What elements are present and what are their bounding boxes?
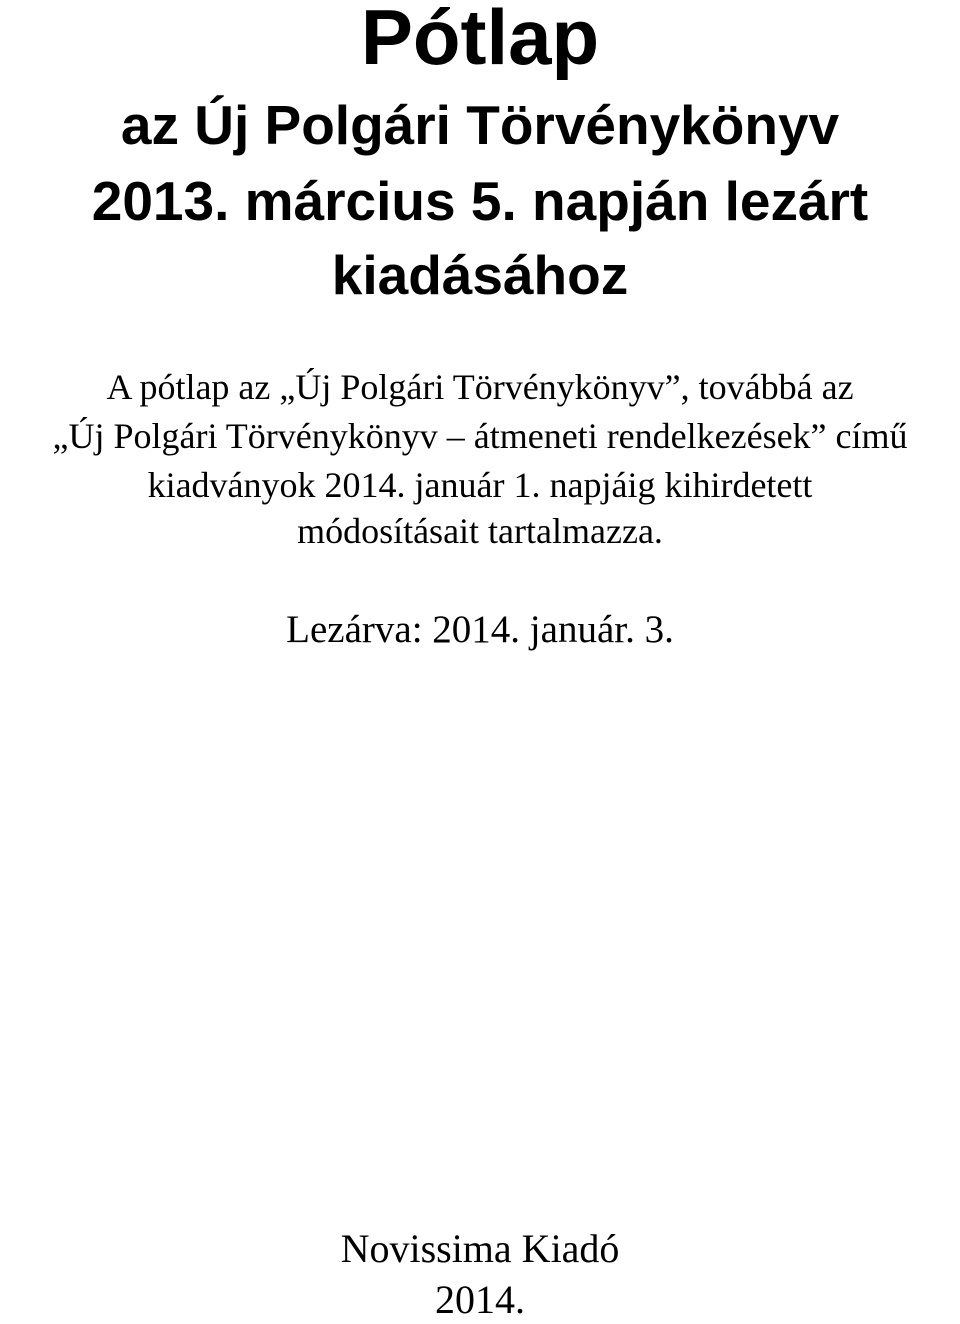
subtitle-line: az Új Polgári Törvénykönyv [120, 94, 840, 156]
document-title: Pótlap [360, 0, 600, 81]
description-line: „Új Polgári Törvénykönyv – átmeneti rendelkezések” című [52, 416, 908, 456]
description-line: módosításait tartalmazza. [297, 511, 663, 551]
subtitle-line: 2013. március 5. napján lezárt [91, 170, 869, 232]
closed-date: Lezárva: 2014. január. 3. [286, 608, 674, 651]
subtitle-line: kiadásához [331, 244, 629, 306]
description-line: kiadványok 2014. január 1. napjáig kihirdetett [147, 465, 813, 505]
description-line: A pótlap az „Új Polgári Törvénykönyv”, továbbá az [106, 367, 854, 407]
publisher-name: Novissima Kiadó [340, 1226, 620, 1271]
publication-year: 2014. [435, 1277, 525, 1322]
